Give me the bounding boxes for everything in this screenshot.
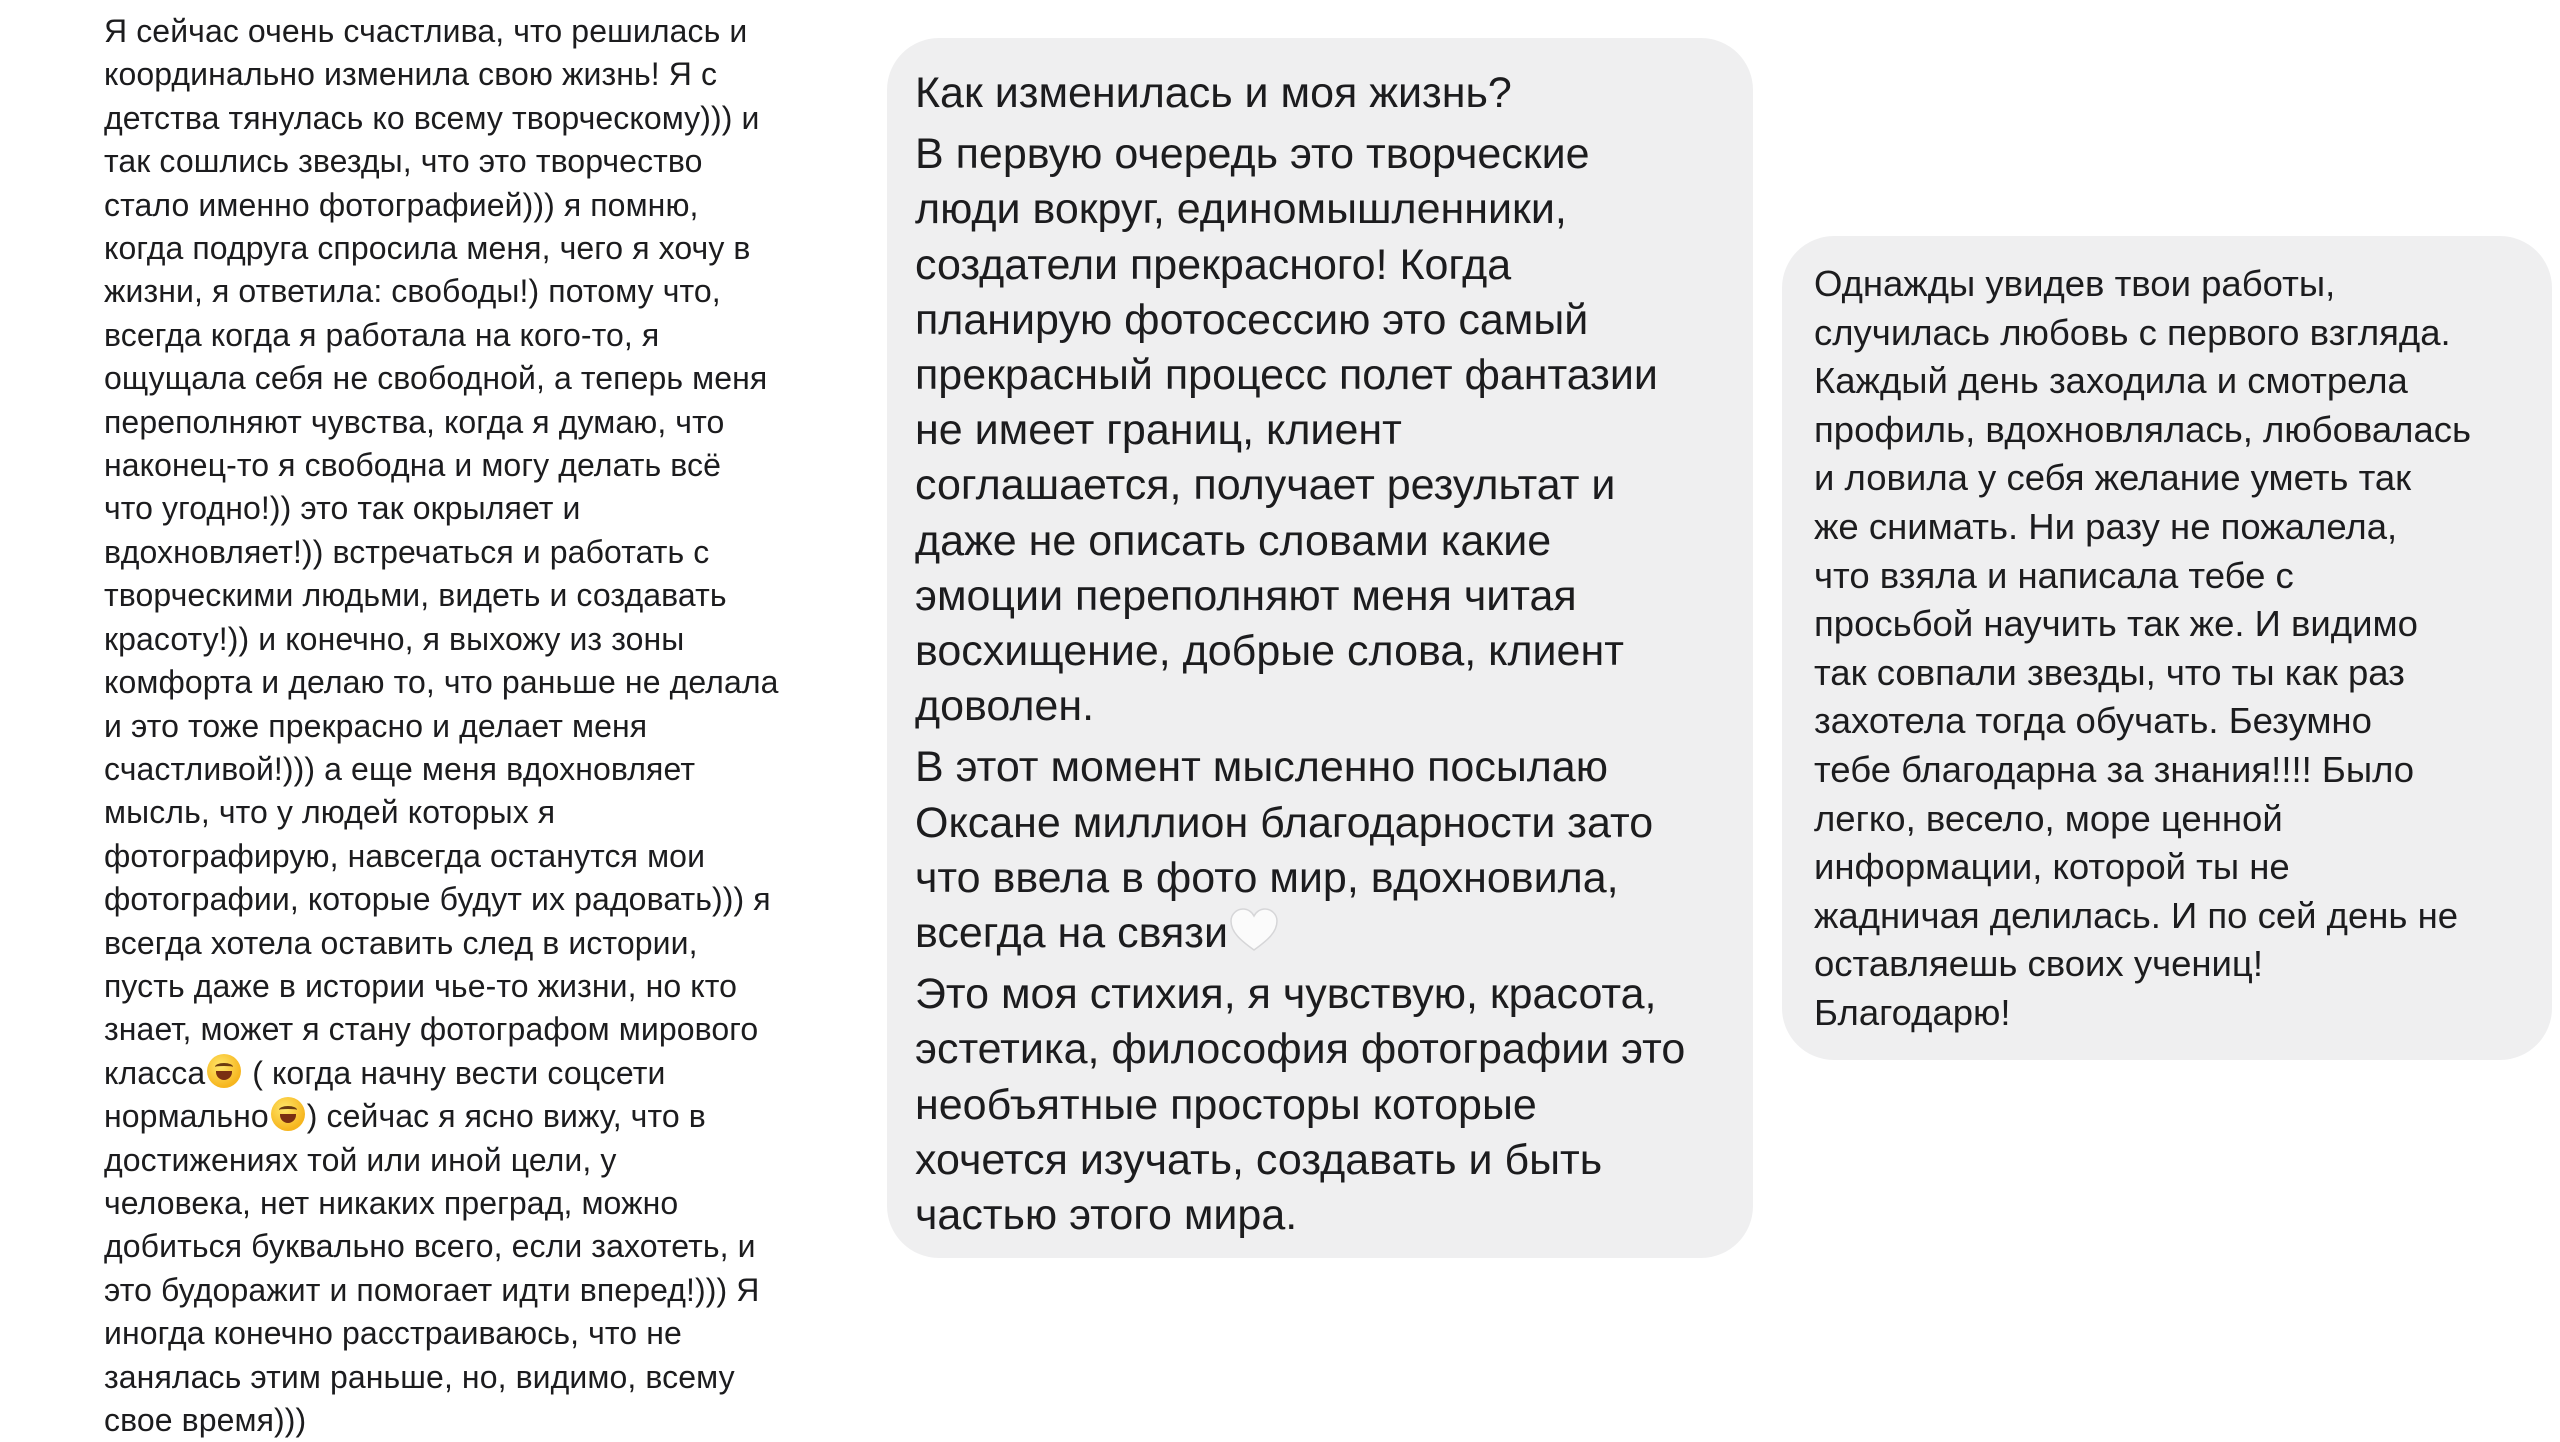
message-line: профиль, вдохновлялась, любовалась [1814,408,2472,450]
message-line: всегда когда я работала на кого-то, я [104,316,660,353]
message-line: стало именно фотографией))) я помню, [104,186,699,223]
message-line: красоту!)) и конечно, я выхожу из зоны [104,620,685,657]
message-line: В этот момент мысленно посылаю [915,743,1608,792]
message-line: хочется изучать, создавать и быть [915,1135,1603,1184]
message-line: Оксане миллион благодарности зато [915,798,1654,847]
message-line: так сошлись звезды, что это творчество [104,143,703,180]
message-line: Я сейчас очень счастлива, что решилась и [104,13,748,49]
message-line: оставляешь своих учениц! [1814,943,2263,985]
message-line: комфорта и делаю то, что раньше не делала [104,664,779,701]
message-line: захотела тогда обучать. Безумно [1814,700,2372,742]
message-line: планирую фотосессию это самый [915,295,1589,344]
message-line: Как изменилась и моя жизнь? [915,69,1512,117]
face-with-tears-of-joy-icon [207,1054,241,1088]
message-line: люди вокруг, единомышленники, [915,185,1567,234]
message-line: счастливой!))) а еще меня вдохновляет [104,750,696,787]
message-line: же снимать. Ни разу не пожалела, [1814,505,2398,547]
message-line: что ввела в фото мир, вдохновила, [915,853,1619,902]
message-text: всегда на связи [915,909,1228,958]
message-line: наконец-то я свободна и могу делать всё [104,447,722,484]
message-line: фотографирую, навсегда останутся мои [104,837,706,874]
message-text-block [915,66,1745,1249]
message-line: иногда конечно расстраиваюсь, что не [104,1315,682,1352]
message-line: случилась любовь с первого взгляда. [1814,311,2451,353]
message-line: переполняют чувства, когда я думаю, что [104,403,725,440]
message-line: Однажды увидев твои работы, [1814,263,2336,304]
right-message-bubble [1782,236,2552,1060]
message-line: человека, нет никаких преград, можно [104,1184,679,1221]
message-line-with-emoji [915,906,1745,961]
message-line: Каждый день заходила и смотрела [1814,360,2408,402]
message-line: детства тянулась ко всему творческому))) и [104,99,760,136]
message-line: занялась этим раньше, но, видимо, всему [104,1358,735,1395]
message-paragraph [915,967,1745,1243]
message-line: жадничая делилась. И по сей день не [1814,894,2459,936]
message-line: эстетика, философия фотографии это [915,1025,1686,1074]
face-with-tears-of-joy-icon [271,1097,305,1131]
message-line: и это тоже прекрасно и делает меня [104,707,648,744]
message-line: что взяла и написала тебе с [1814,554,2294,596]
message-line: свое время))) [104,1402,307,1438]
message-line: мысль, что у людей которых я [104,794,556,831]
message-line: добиться буквально всего, если захотеть, и [104,1228,756,1265]
message-line: создатели прекрасного! Когда [915,240,1512,289]
middle-message-bubble [887,38,1753,1258]
message-line: знает, может я стану фотографом мирового [104,1011,759,1048]
message-text: ( когда начну вести соцсети [243,1054,666,1091]
message-paragraph [915,740,1745,961]
message-line: так совпали звезды, что ты как раз [1814,651,2405,693]
white-heart-icon [1228,907,1280,953]
message-text: класса [104,1054,206,1091]
message-paragraph [915,66,1745,121]
message-line: что угодно!)) это так окрыляет и [104,490,581,527]
message-line: координально изменила свою жизнь! Я с [104,56,718,93]
message-line: жизни, я ответила: свободы!) потому что, [104,273,721,310]
message-line: не имеет границ, клиент [915,406,1402,455]
message-line: фотографии, которые будут их радовать))) я [104,881,771,918]
message-line: пусть даже в истории чье-то жизни, но кто [104,967,738,1004]
message-line: ощущала себя не свободной, а теперь меня [104,360,768,397]
message-line: просьбой научить так же. И видимо [1814,603,2418,645]
message-line: вдохновляет!)) встречаться и работать с [104,533,710,570]
message-line: восхищение, добрые слова, клиент [915,627,1624,676]
message-line: Это моя стихия, я чувствую, красота, [915,970,1657,1019]
message-line: доволен. [915,682,1095,731]
message-line: частью этого мира. [915,1191,1298,1240]
message-line: достижениях той или иной цели, у [104,1141,617,1178]
message-text-block [1814,260,2554,1038]
message-line: прекрасный процесс полет фантазии [915,351,1658,400]
message-line: это будоражит и помогает идти вперед!))) Я [104,1271,760,1308]
message-line: легко, весело, море ценной [1814,797,2283,839]
message-text: ) сейчас я ясно вижу, что в [306,1098,706,1135]
message-line: всегда хотела оставить след в истории, [104,924,698,961]
message-line: тебе благодарна за знания!!!! Было [1814,748,2415,790]
message-line: Благодарю! [1814,991,2011,1033]
message-line: когда подруга спросила меня, чего я хочу в [104,230,751,267]
message-line: и ловила у себя желание уметь так [1814,457,2412,499]
message-line: В первую очередь это творческие [915,130,1590,179]
message-line: необъятные просторы которые [915,1080,1537,1129]
message-line: информации, которой ты не [1814,846,2290,888]
message-line: даже не описать словами какие [915,516,1552,565]
message-paragraph [915,127,1745,734]
message-text: нормально [104,1098,269,1135]
message-line: соглашается, получает результат и [915,461,1616,510]
left-review-message [104,10,844,1442]
message-line: творческими людьми, видеть и создавать [104,577,727,614]
message-line-with-emoji [104,1095,844,1138]
message-line: эмоции переполняют меня читая [915,571,1577,620]
message-line-with-emoji [104,1052,844,1095]
